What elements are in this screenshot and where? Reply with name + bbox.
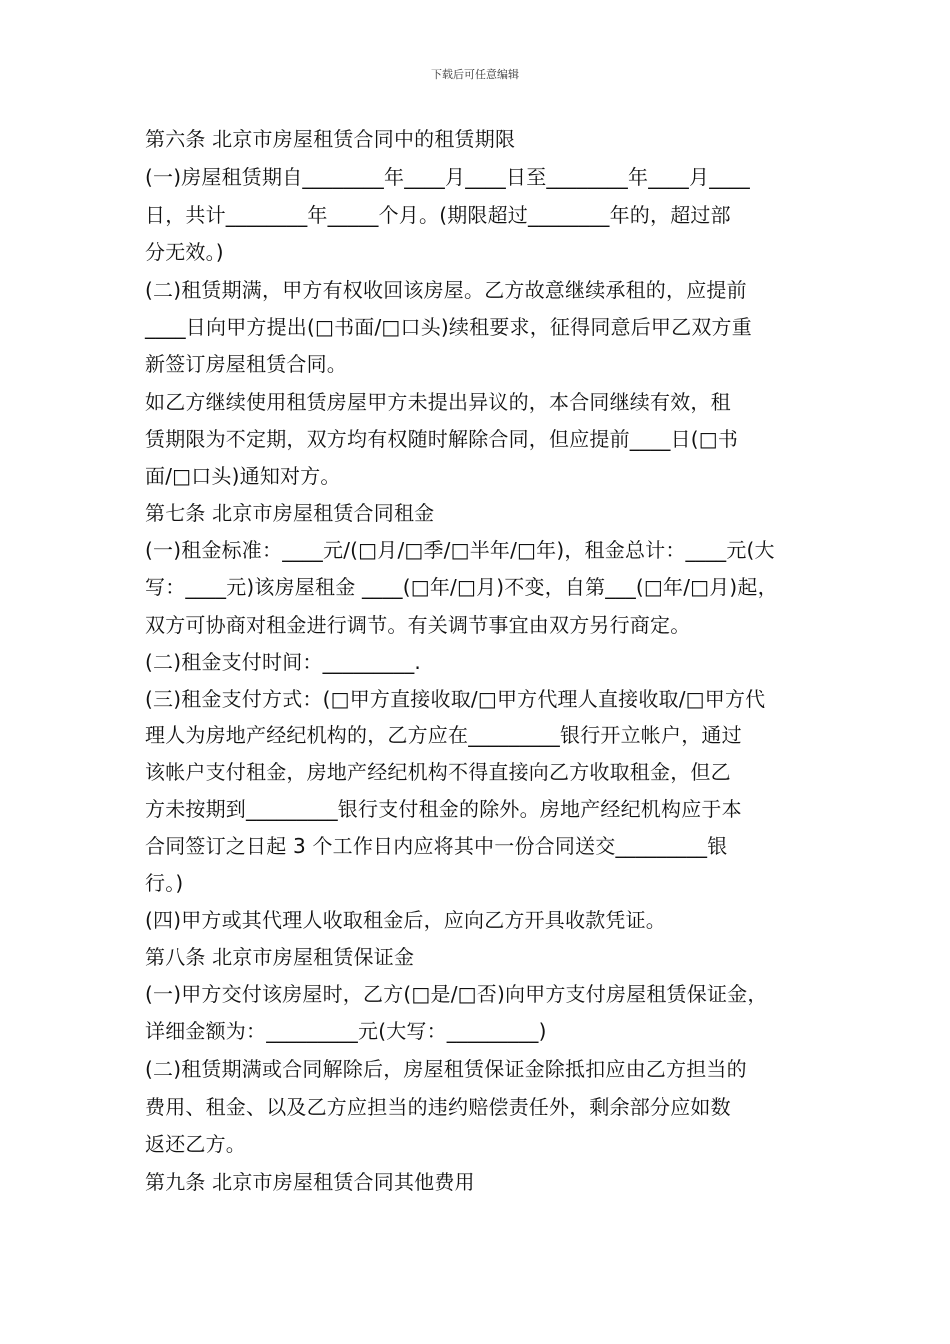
paragraph-line: (四)甲方或其代理人收取租金后，应向乙方开具收款凭证。 [145, 908, 667, 932]
article-8-heading: 第八条 北京市房屋租赁保证金 [145, 945, 415, 969]
paragraph-line: 双方可协商对租金进行调节。有关调节事宜由双方另行商定。 [145, 613, 691, 637]
paragraph-line: 赁期限为不定期，双方均有权随时解除合同，但应提前____日(□书 [145, 427, 739, 451]
article-7-heading: 第七条 北京市房屋租赁合同租金 [145, 501, 435, 525]
paragraph-line: 新签订房屋租赁合同。 [145, 352, 347, 376]
paragraph-line: 合同签订之日起 3 个工作日内应将其中一份合同送交_________银 [145, 834, 728, 858]
paragraph-line: (二)租赁期满或合同解除后，房屋租赁保证金除抵扣应由乙方担当的 [145, 1057, 747, 1081]
paragraph-line: 该帐户支付租金，房地产经纪机构不得直接向乙方收取租金，但乙 [145, 760, 731, 784]
paragraph-line: (一)房屋租赁期自________年____月____日至________年____月____ [145, 165, 751, 189]
paragraph-line: 分无效。) [145, 240, 224, 264]
paragraph-line: 行。) [145, 871, 184, 895]
paragraph-line: 方未按期到_________银行支付租金的除外。房地产经纪机构应于本 [145, 797, 742, 821]
page-header: 下载后可任意编辑 [431, 68, 519, 81]
article-9-heading: 第九条 北京市房屋租赁合同其他费用 [145, 1170, 475, 1194]
paragraph-line: 理人为房地产经纪机构的，乙方应在_________银行开立帐户，通过 [145, 723, 742, 747]
paragraph-line: 返还乙方。 [145, 1132, 246, 1156]
paragraph-line: (一)租金标准：____元/(□月/□季/□半年/□年)，租金总计：____元(大 [145, 538, 775, 562]
paragraph-line: (一)甲方交付该房屋时，乙方(□是/□否)向甲方支付房屋租赁保证金， [145, 982, 768, 1006]
article-6-heading: 第六条 北京市房屋租赁合同中的租赁期限 [145, 127, 516, 151]
paragraph-line: (二)租金支付时间：_________. [145, 650, 421, 674]
paragraph-line: ____日向甲方提出(□书面/□口头)续租要求，征得同意后甲乙双方重 [145, 315, 752, 339]
paragraph-line: 面/□口头)通知对方。 [145, 464, 341, 488]
paragraph-line: 日，共计________年_____个月。(期限超过________年的，超过部 [145, 203, 731, 227]
paragraph-line: 写：____元)该房屋租金 ____(□年/□月)不变，自第___(□年/□月)起， [145, 575, 778, 599]
paragraph-line: 如乙方继续使用租赁房屋甲方未提出异议的，本合同继续有效，租 [145, 390, 731, 414]
paragraph-line: 详细金额为：_________元(大写：_________) [145, 1019, 547, 1043]
paragraph-line: 费用、租金、以及乙方应担当的违约赔偿责任外，剩余部分应如数 [145, 1095, 731, 1119]
paragraph-line: (二)租赁期满，甲方有权收回该房屋。乙方故意继续承租的，应提前 [145, 278, 747, 302]
paragraph-line: (三)租金支付方式：(□甲方直接收取/□甲方代理人直接收取/□甲方代 [145, 687, 766, 711]
